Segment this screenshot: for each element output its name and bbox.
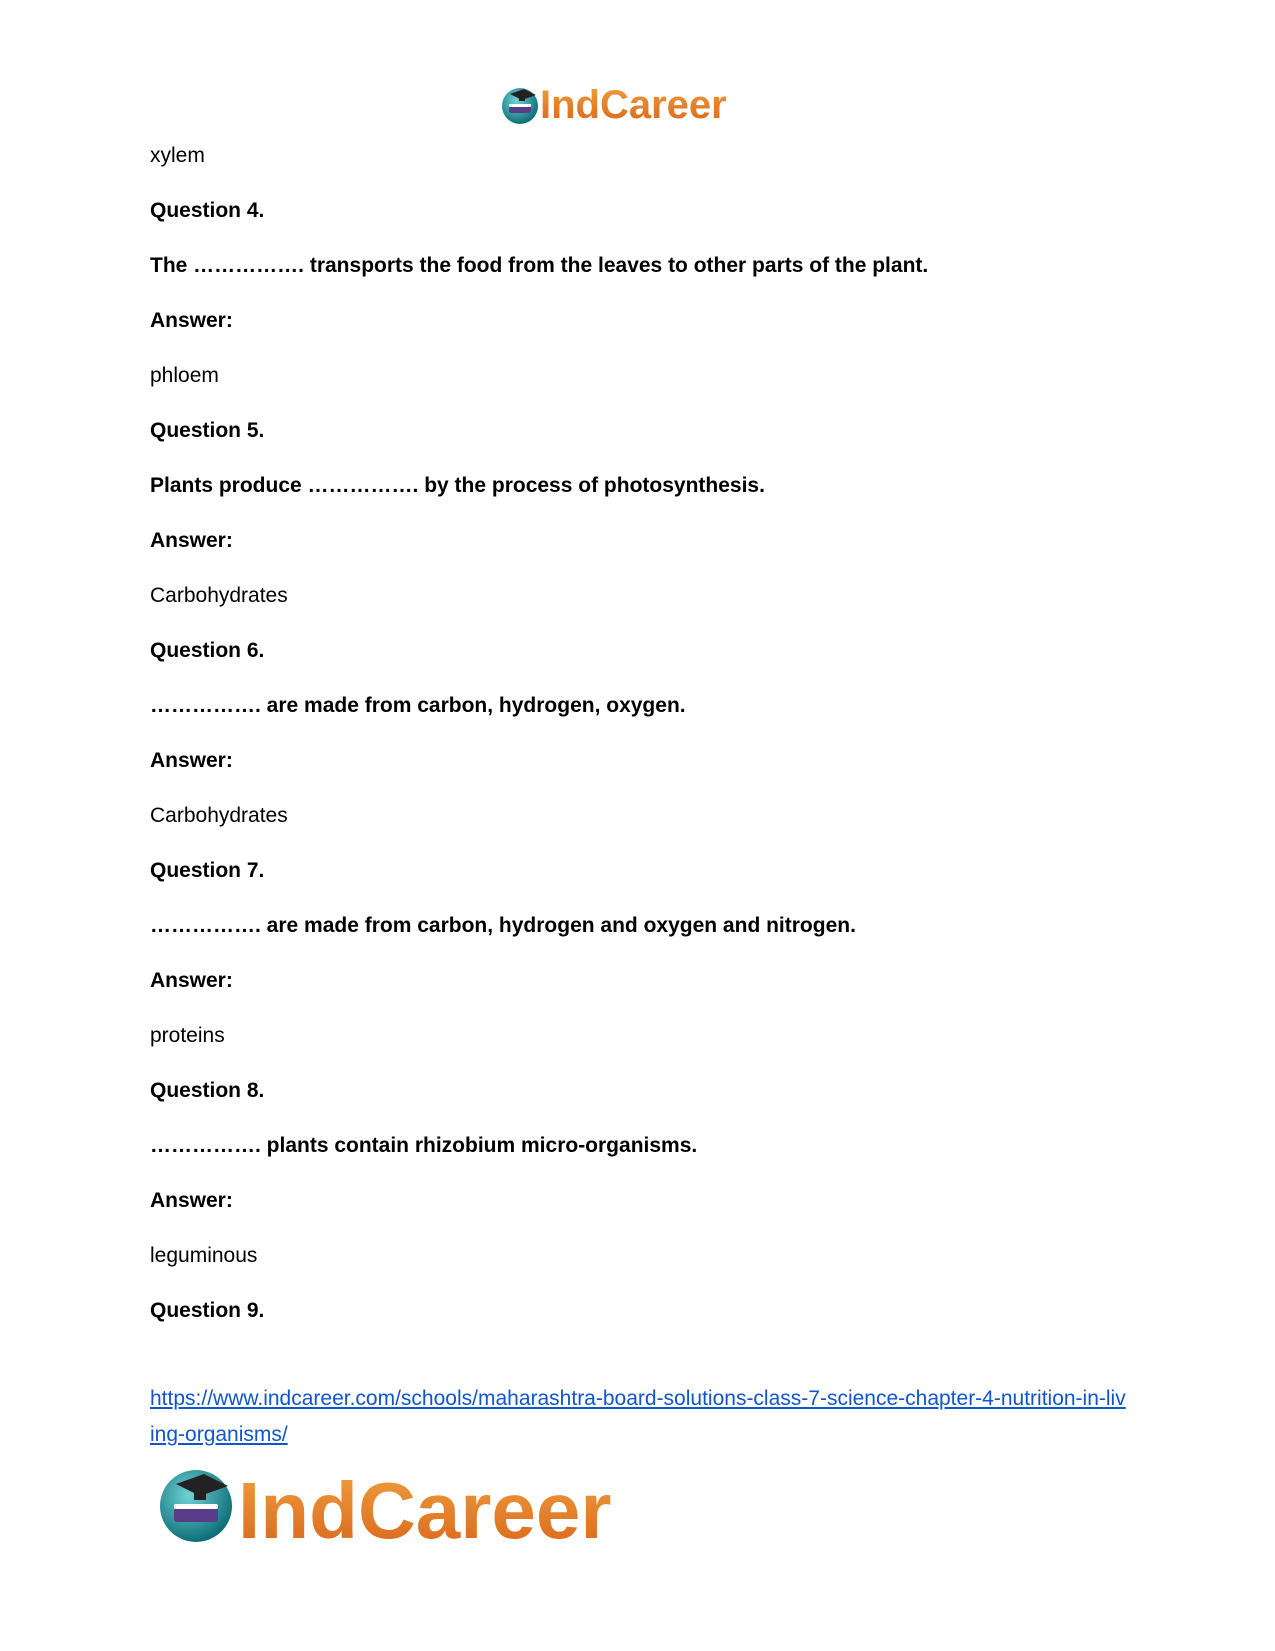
question-text: ……………. are made from carbon, hydrogen, oxygen.	[150, 694, 686, 717]
logo-wordmark: IndCareer	[540, 83, 727, 127]
source-link[interactable]: https://www.indcareer.com/schools/maharashtra-board-solutions-class-7-science-chapter-4-nutrition-in-living-organisms/	[150, 1387, 1126, 1446]
question-text: Plants produce ……………. by the process of photosynthesis.	[150, 474, 765, 497]
qa-content	[150, 142, 1130, 1352]
question-text: ……………. are made from carbon, hydrogen and oxygen and nitrogen.	[150, 914, 856, 937]
globe-book-icon	[502, 88, 538, 124]
question-label: Question 4.	[150, 199, 265, 222]
answer-label: Answer:	[150, 309, 233, 332]
answer-text: proteins	[150, 1024, 225, 1047]
answer-text: leguminous	[150, 1244, 258, 1267]
answer-label: Answer:	[150, 529, 233, 552]
question-label: Question 6.	[150, 639, 265, 662]
indcareer-header-logo	[500, 80, 772, 130]
question-label: Question 5.	[150, 419, 265, 442]
question-label: Question 7.	[150, 859, 265, 882]
answer-label: Answer:	[150, 1189, 233, 1212]
answer-text: xylem	[150, 144, 205, 167]
answer-text: phloem	[150, 364, 219, 387]
question-text: The ……………. transports the food from the leaves to other parts of the plant.	[150, 254, 929, 277]
logo-wordmark: IndCareer	[238, 1466, 612, 1550]
answer-label: Answer:	[150, 969, 233, 992]
answer-text: Carbohydrates	[150, 584, 288, 607]
answer-label: Answer:	[150, 749, 233, 772]
indcareer-footer-logo	[158, 1462, 698, 1550]
question-text: ……………. plants contain rhizobium micro-organisms.	[150, 1134, 698, 1157]
question-label: Question 9.	[150, 1299, 265, 1322]
globe-book-icon	[160, 1470, 232, 1542]
answer-text: Carbohydrates	[150, 804, 288, 827]
question-label: Question 8.	[150, 1079, 265, 1102]
